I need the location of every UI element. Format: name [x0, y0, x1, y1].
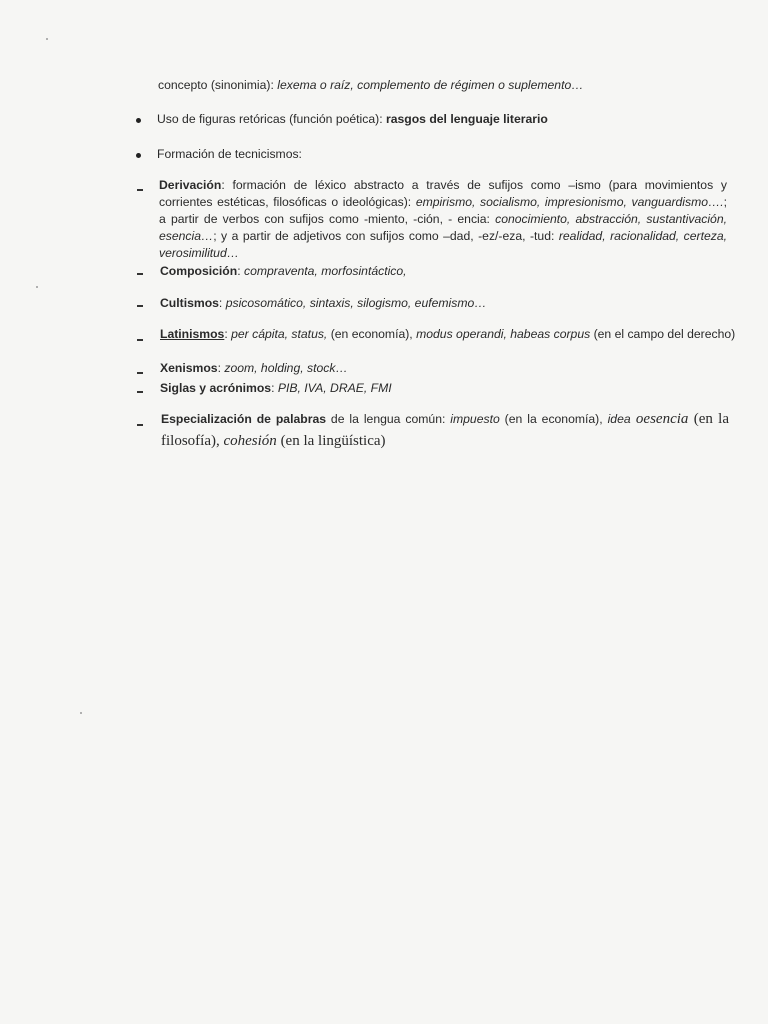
latinismos-text-1: (en economía),: [327, 327, 417, 341]
composicion-sep: :: [237, 264, 244, 278]
xenismos-line: [160, 360, 348, 377]
siglas-term: Siglas y acrónimos: [160, 381, 272, 395]
figuras-emphasis: rasgos del lenguaje literario: [385, 112, 548, 126]
dash-marker-icon: [137, 305, 143, 307]
especializacion-text-4: (en la lingüística): [276, 433, 386, 449]
dash-marker-icon: [137, 273, 143, 275]
especializacion-text-1: de la lengua común:: [326, 412, 451, 426]
derivacion-examples-1: empirismo, socialismo, impresionismo, vanguardismo….: [415, 195, 724, 209]
latinismos-examples-2: modus operandi, habeas corpus: [416, 327, 591, 341]
latinismos-sep: :: [224, 327, 232, 341]
bullet-icon: [136, 118, 141, 123]
xenismos-term: Xenismos: [160, 361, 218, 375]
formacion-line: [157, 146, 302, 163]
xenismos-sep: :: [217, 361, 225, 375]
cultismos-line: [160, 295, 486, 312]
especializacion-term: Especialización de palabras: [161, 412, 326, 426]
latinismos-text-2: (en el campo del derecho): [590, 327, 736, 341]
latinismos-term: Latinismos: [160, 327, 225, 341]
siglas-line: [160, 380, 392, 397]
dash-marker-icon: [137, 391, 143, 393]
dash-marker-icon: [137, 339, 143, 341]
derivacion-text-1: : formación de léxico abstracto a través de sufijos como –ismo (para movimientos y corrientes estéticas, filosóficas o ideológicas):: [159, 178, 727, 209]
derivacion-text-2: ; a partir de verbos con sufijos como -miento, -ción, - encia:: [159, 195, 728, 226]
dash-marker-icon: [137, 424, 143, 426]
concepto-examples: lexema o raíz, complemento de régimen o suplemento…: [277, 78, 584, 92]
bullet-icon: [136, 153, 141, 158]
concepto-text: concepto (sinonimia):: [158, 78, 278, 92]
derivacion-term: Derivación: [159, 178, 222, 192]
especializacion-example-2: idea: [607, 412, 631, 426]
derivacion-examples-3: realidad, racionalidad, certeza, verosimilitud…: [159, 229, 727, 260]
composicion-line: [160, 263, 407, 280]
figuras-line: [157, 111, 548, 128]
especializacion-paragraph: [161, 408, 729, 452]
especializacion-text-2: (en la economía),: [499, 412, 608, 426]
scan-speck: [80, 712, 82, 714]
especializacion-text-3: (en la filosofía),: [161, 411, 729, 449]
cultismos-sep: :: [218, 296, 226, 310]
derivacion-examples-2: conocimiento, abstracción, sustantivación, esencia…: [159, 212, 727, 243]
siglas-examples: PIB, IVA, DRAE, FMI: [277, 381, 392, 395]
latinismos-examples-1: per cápita, status,: [231, 327, 328, 341]
cultismos-term: Cultismos: [160, 296, 219, 310]
especializacion-example-4: cohesión: [223, 433, 277, 449]
dash-marker-icon: [137, 372, 143, 374]
dash-marker-icon: [137, 189, 143, 191]
scan-speck: [36, 286, 38, 288]
derivacion-paragraph: [159, 177, 727, 262]
especializacion-example-3: oesencia: [630, 411, 689, 427]
latinismos-line: [160, 326, 735, 343]
composicion-examples: compraventa, morfosintáctico,: [243, 264, 407, 278]
cultismos-examples: psicosomático, sintaxis, silogismo, eufemismo…: [225, 296, 487, 310]
siglas-sep: :: [271, 381, 278, 395]
scan-speck: [46, 38, 48, 40]
figuras-text: Uso de figuras retóricas (función poética):: [157, 112, 386, 126]
concepto-line: [158, 77, 583, 94]
formacion-text: Formación de tecnicismos:: [157, 147, 302, 161]
composicion-term: Composición: [160, 264, 238, 278]
derivacion-text-3: ; y a partir de adjetivos con sufijos como –dad, -ez/-eza, -tud:: [213, 229, 559, 243]
xenismos-examples: zoom, holding, stock…: [224, 361, 348, 375]
especializacion-example-1: impuesto: [450, 412, 500, 426]
